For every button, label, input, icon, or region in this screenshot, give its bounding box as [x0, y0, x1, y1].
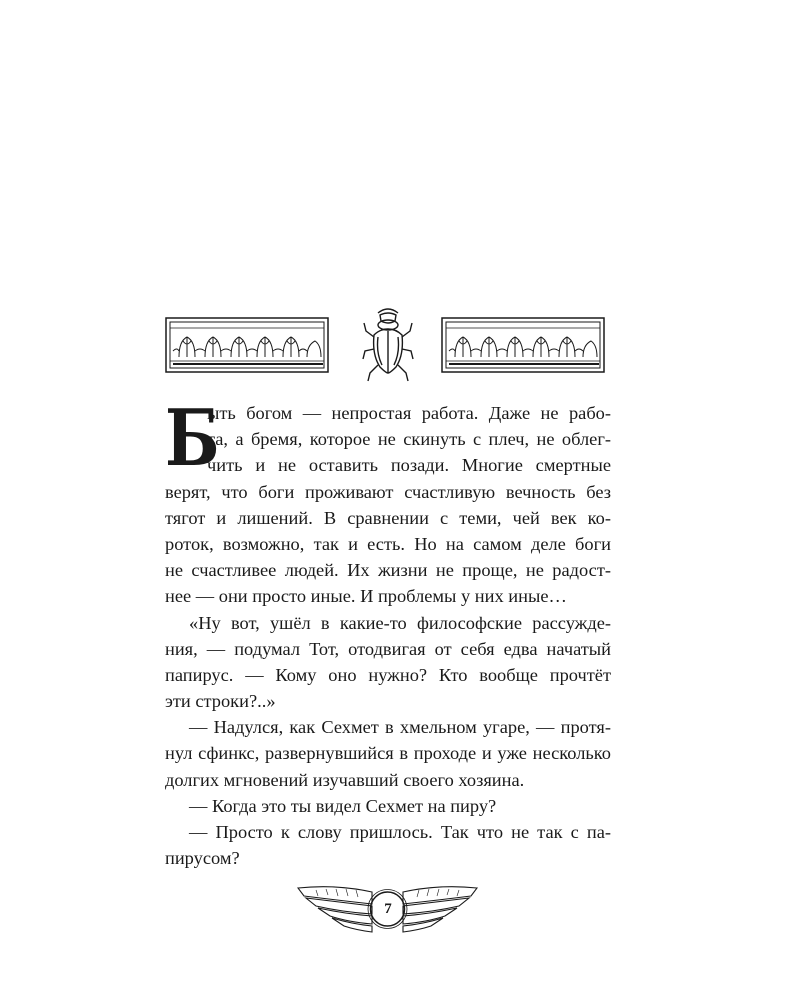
text-line: папирус. — Кому оно нужно? Кто вообще прочтёт — [165, 664, 611, 685]
drop-cap: Б — [165, 393, 220, 484]
text-line: роток, возможно, так и есть. Но на самом деле боги — [165, 533, 611, 554]
text-line: чить и не оставить позади. Многие смертные — [207, 455, 611, 476]
text-line: тягот и лишений. В сравнении с теми, чей век ко- — [165, 507, 611, 528]
text-line: нее — они просто иные. И проблемы у них иные… — [165, 586, 567, 607]
text-line: та, а бремя, которое не скинуть с плеч, не облег- — [207, 429, 611, 450]
text-line: пирусом? — [165, 848, 240, 869]
chapter-text — [165, 393, 611, 871]
text-line: долгих мгновений изучавший своего хозяина. — [165, 769, 525, 790]
text-line: не счастливее людей. Их жизни не проще, не радост- — [165, 560, 611, 581]
text-line: — Когда это ты видел Сехмет на пиру? — [189, 795, 497, 816]
header-ornament — [165, 305, 611, 385]
scarab-icon — [362, 305, 414, 383]
page-number: 7 — [384, 901, 392, 917]
lotus-frieze-right-icon — [441, 317, 605, 373]
text-line: эти строки?..» — [165, 691, 276, 712]
text-line: «Ну вот, ушёл в какие-то философские рассужде- — [189, 612, 611, 633]
text-line: нул сфинкс, развернувшийся в проходе и уже несколько — [165, 743, 611, 764]
text-line: — Просто к слову пришлось. Так что не так с па- — [189, 822, 611, 842]
lotus-frieze-left-icon — [165, 317, 329, 373]
text-line: верят, что боги проживают счастливую вечность без — [165, 481, 611, 502]
text-line: ыть богом — непростая работа. Даже не рабо- — [207, 403, 611, 423]
text-line: — Надулся, как Сехмет в хмельном угаре, — протя- — [189, 717, 611, 738]
text-line: ния, — подумал Тот, отодвигая от себя едва начатый — [165, 638, 611, 659]
